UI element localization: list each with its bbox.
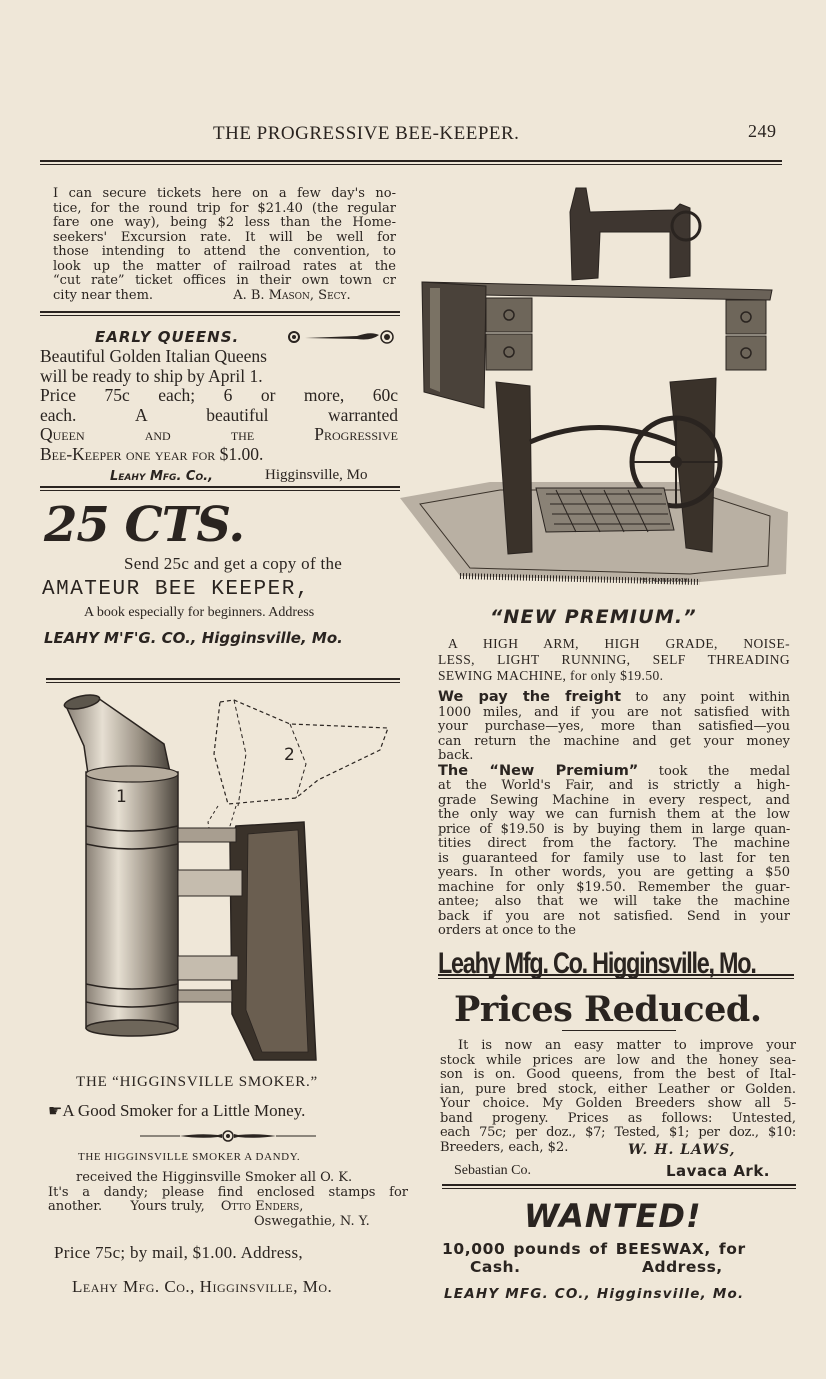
testimonial-line: received the Higginsville Smoker all O. K. bbox=[76, 1170, 353, 1185]
notice-line: tice, for the round trip for $21.40 (the regular bbox=[53, 200, 396, 216]
premium-line: orders at once to the bbox=[438, 923, 576, 938]
amateur-ad bbox=[40, 498, 402, 647]
queens-line: Beautiful Golden Italian Queens bbox=[40, 346, 267, 366]
prices-reduced-ad bbox=[440, 988, 796, 1181]
smoker-illustration bbox=[58, 694, 398, 1066]
notice-signature: A. B. Mason, Secy. bbox=[233, 287, 351, 303]
signature-place: Higginsville, Mo bbox=[265, 467, 368, 483]
early-queens-heading-row bbox=[40, 324, 400, 346]
premium-line: machine for only $19.50. Remember the guar- bbox=[438, 879, 790, 895]
prices-reduced-heading: Prices Reduced. bbox=[454, 989, 762, 1030]
queens-line: Bee-Keeper one year for $1.00. bbox=[40, 443, 264, 464]
freight-line: to any point within bbox=[635, 690, 790, 705]
signature-company: Leahy Mfg. Co., bbox=[110, 469, 213, 484]
premium-lead: The “New Premium” bbox=[438, 762, 639, 779]
premium-line: price of $19.50 is by buying them in large quan- bbox=[438, 821, 790, 837]
freight-line: your purchase—yes, more than satisfied—you bbox=[438, 719, 790, 734]
section-rule bbox=[46, 678, 400, 683]
signature-name: W. H. LAWS, bbox=[628, 1141, 736, 1158]
smoker-tagline: A Good Smoker for a Little Money. bbox=[62, 1101, 306, 1120]
premium-line: is guaranteed for family use to last for ten bbox=[438, 850, 790, 866]
prices-line: ian, pure bred stock, either Leather or Golden. bbox=[440, 1081, 796, 1097]
new-premium-ad bbox=[438, 606, 790, 981]
premium-line: at the World's Fair, and is strictly a high- bbox=[438, 778, 790, 793]
amateur-line: A book especially for beginners. Address bbox=[84, 605, 315, 620]
freight-line: 1000 miles, and if you are not satisfied with bbox=[438, 704, 790, 720]
town: Lavaca Ark. bbox=[666, 1161, 770, 1180]
smoker-price-line: Price 75c; by mail, $1.00. Address, bbox=[54, 1243, 303, 1262]
premium-line: back if you are not satisfied. Send in your bbox=[438, 908, 790, 924]
smoker-part-label: 2 bbox=[284, 745, 295, 765]
premium-line: the only way we can furnish them at the low bbox=[438, 807, 790, 822]
premium-line: years. In other words, you are getting a $50 bbox=[438, 865, 790, 880]
prices-reduced-body bbox=[440, 1039, 796, 1157]
header-rule bbox=[40, 160, 782, 165]
wanted-line: 10,000 pounds of BEESWAX, for bbox=[442, 1240, 746, 1258]
section-rule bbox=[442, 1184, 796, 1189]
prices-location-row bbox=[440, 1161, 796, 1181]
early-queens-heading: EARLY QUEENS. bbox=[95, 328, 240, 346]
new-premium-desc bbox=[438, 636, 790, 684]
amateur-book-title: AMATEUR BEE KEEPER, bbox=[42, 578, 310, 601]
testimonial-place: Oswegathie, N. Y. bbox=[254, 1213, 370, 1229]
early-queens-body bbox=[40, 347, 398, 464]
engraver-credit: F.E.CALKINS CO.CHI. bbox=[640, 578, 691, 584]
sewing-company: Leahy Mfg. Co. Higginsville, Mo. bbox=[438, 946, 756, 980]
premium-line: tities direct from the factory. The machine bbox=[438, 836, 790, 851]
wanted-ad bbox=[440, 1196, 800, 1302]
wanted-cash: Cash. bbox=[470, 1258, 521, 1276]
notice-line: seekers' Excursion rate. It will be well for bbox=[53, 229, 396, 245]
premium-lead-row bbox=[438, 764, 790, 780]
smoker-ad-text bbox=[40, 1074, 410, 1297]
sewing-machine-illustration bbox=[400, 182, 792, 592]
queens-line: will be ready to ship by April 1. bbox=[40, 365, 263, 386]
page-number: 249 bbox=[748, 121, 777, 141]
freight-line: back. bbox=[438, 748, 474, 763]
wanted-company: LEAHY MFG. CO., Higginsville, Mo. bbox=[444, 1286, 745, 1302]
desc-line: SEWING MACHINE, for only $19.50. bbox=[438, 668, 664, 683]
smoker-part-label: 1 bbox=[116, 787, 127, 807]
premium-line: grade Sewing Machine in every respect, and bbox=[438, 792, 790, 808]
premium-paragraph bbox=[438, 764, 790, 939]
early-queens-signature bbox=[40, 467, 400, 487]
notice-line: “cut rate” ticket offices in their own town cr bbox=[53, 273, 396, 288]
prices-line: each 75c; per doz., $7; Tested, $1; per doz., $10: bbox=[440, 1125, 796, 1140]
notice-line-text: city near them. bbox=[53, 287, 154, 303]
convention-notice bbox=[53, 187, 396, 303]
prices-line: Your choice. My Golden Breeders show all 5- bbox=[440, 1096, 796, 1111]
notice-line: fare one way), being $2 less than the Home- bbox=[53, 215, 396, 230]
testimonial-line: another. bbox=[48, 1199, 103, 1214]
amateur-company: LEAHY M'F'G. CO., Higginsville, Mo. bbox=[44, 629, 343, 647]
notice-line: look up the matter of railroad rates at the bbox=[53, 258, 396, 274]
premium-line: took the medal bbox=[658, 763, 790, 779]
testimonial-line: It's a dandy; please find enclosed stamps for bbox=[48, 1184, 408, 1200]
premium-line: antee; also that we will take the machine bbox=[438, 894, 790, 909]
section-rule bbox=[40, 311, 400, 316]
price-headline: 25 CTS. bbox=[44, 497, 245, 553]
freight-line: can return the machine and get your money bbox=[438, 733, 790, 749]
prices-line: It is now an easy matter to improve your bbox=[458, 1038, 796, 1053]
desc-line: A HIGH ARM, HIGH GRADE, NOISE- bbox=[448, 636, 790, 651]
smoker-company-line: Leahy Mfg. Co., Higginsville, Mo. bbox=[72, 1277, 333, 1296]
testimonial-sign-prefix: Yours truly, bbox=[130, 1199, 205, 1214]
smoker-title: THE “HIGGINSVILLE SMOKER.” bbox=[76, 1074, 319, 1090]
wanted-heading: WANTED! bbox=[524, 1197, 702, 1235]
smoker-tagline-row bbox=[48, 1101, 410, 1121]
prices-line: Breeders, each, $2. bbox=[440, 1139, 569, 1155]
prices-line: band progeny. Prices as follows: Untested, bbox=[440, 1110, 796, 1126]
desc-line: LESS, LIGHT RUNNING, SELF THREADING bbox=[438, 652, 790, 667]
queens-line: each. A beautiful warranted bbox=[40, 404, 398, 425]
notice-line: I can secure tickets here on a few day's no- bbox=[53, 186, 396, 201]
queens-line: Price 75c each; 6 or more, 60c bbox=[40, 385, 398, 405]
prices-line: son is on. Good queens, from the best of Ital- bbox=[440, 1067, 796, 1082]
pointing-hand-icon: ☛ bbox=[48, 1101, 63, 1120]
ornament-rule-icon bbox=[140, 1129, 316, 1143]
smoker-testimonial bbox=[48, 1171, 408, 1229]
smoker-subheading: THE HIGGINSVILLE SMOKER A DANDY. bbox=[78, 1151, 301, 1163]
freight-lead-row bbox=[438, 690, 790, 706]
prices-line: stock while prices are low and the honey sea- bbox=[440, 1052, 796, 1068]
ornament-rule-icon bbox=[287, 328, 397, 346]
prices-sign-row bbox=[440, 1141, 796, 1157]
freight-lead: We pay the freight bbox=[438, 689, 622, 705]
notice-line: those intending to attend the convention, to bbox=[53, 244, 396, 259]
notice-last-line bbox=[53, 289, 396, 304]
testimonial-sign-row bbox=[48, 1200, 408, 1215]
wanted-line2 bbox=[440, 1258, 800, 1278]
county: Sebastian Co. bbox=[454, 1162, 531, 1178]
queens-line: Queen and the Progressive bbox=[40, 424, 398, 444]
early-queens-ad bbox=[40, 324, 400, 487]
wanted-address: Address, bbox=[642, 1258, 723, 1276]
new-premium-title: “NEW PREMIUM.” bbox=[490, 606, 697, 628]
amateur-line: Send 25c and get a copy of the bbox=[124, 554, 343, 573]
testimonial-name: Otto Enders, bbox=[220, 1199, 304, 1214]
freight-paragraph bbox=[438, 690, 790, 764]
running-head: THE PROGRESSIVE BEE-KEEPER. bbox=[213, 123, 520, 144]
section-rule bbox=[40, 486, 400, 491]
section-rule bbox=[438, 974, 794, 979]
